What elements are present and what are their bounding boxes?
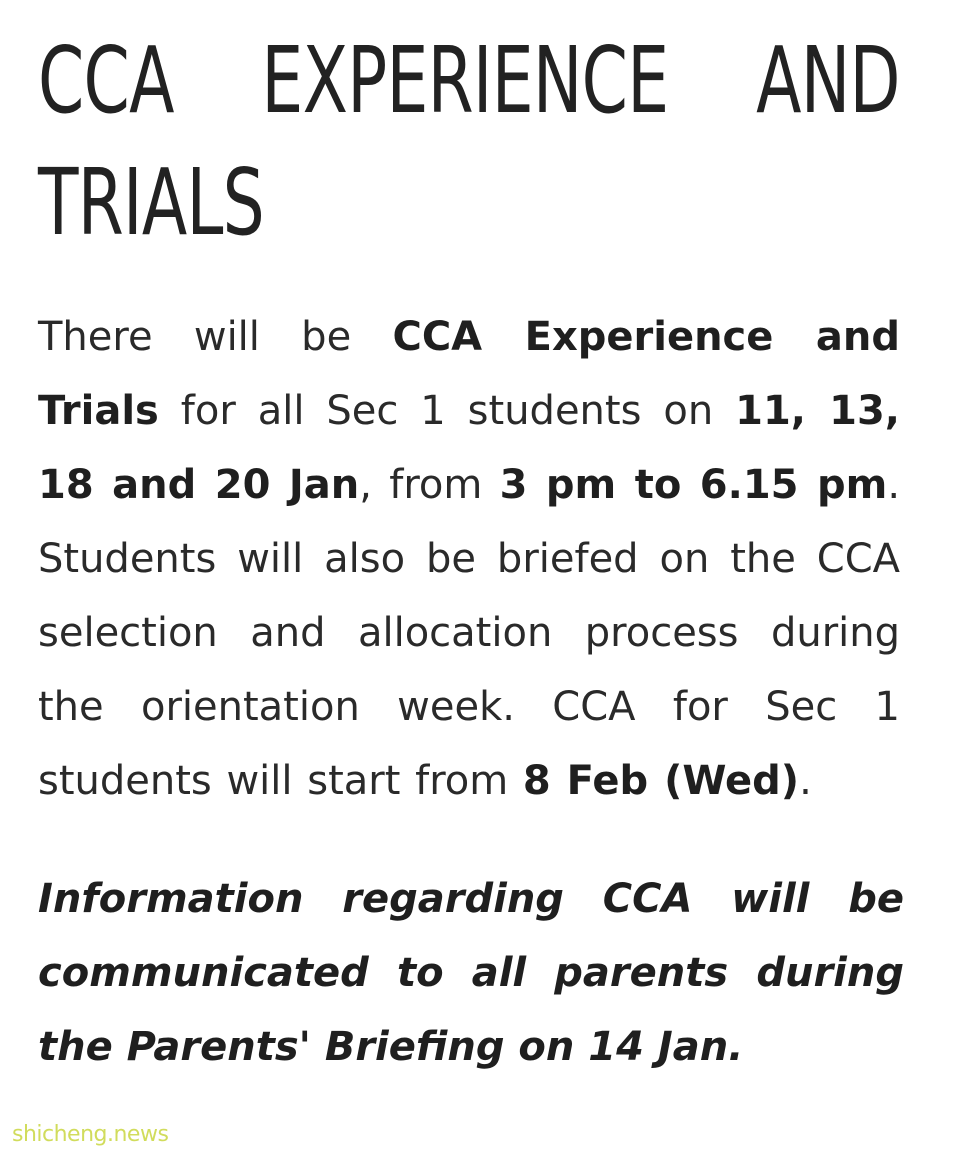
body-bold-event: CCA Experience and Trials bbox=[38, 314, 900, 434]
title-block bbox=[38, 20, 900, 270]
page-title bbox=[38, 20, 902, 264]
title-word-trials: TRIALS bbox=[38, 149, 264, 256]
title-word-cca: CCA bbox=[38, 27, 174, 134]
title-line-2 bbox=[38, 142, 900, 264]
title-word-and: AND bbox=[756, 27, 900, 134]
body-text-2: for all Sec 1 students on bbox=[158, 388, 736, 434]
body-text-4: . Students will also be briefed on the CCA selection and allocation process during the orientation week. CCA for Sec 1 students will start from bbox=[38, 462, 901, 804]
body-text-5: . bbox=[799, 758, 812, 804]
body-bold-dates: 11, 13, 18 and 20 Jan bbox=[38, 388, 900, 508]
body-bold-start-date: 8 Feb (Wed) bbox=[522, 758, 800, 804]
body-paragraph bbox=[38, 300, 900, 818]
title-line-1 bbox=[38, 20, 900, 142]
watermark: shicheng.news bbox=[12, 1122, 169, 1147]
body-text-3: , from bbox=[359, 462, 500, 508]
body-bold-time: 3 pm to 6.15 pm bbox=[499, 462, 888, 508]
info-note: Information regarding CCA will be communicated to all parents during the Parents' Briefing on 14 Jan. bbox=[38, 876, 904, 1070]
body-text-1: There will be bbox=[38, 314, 393, 360]
title-word-experience: EXPERIENCE bbox=[261, 27, 669, 134]
